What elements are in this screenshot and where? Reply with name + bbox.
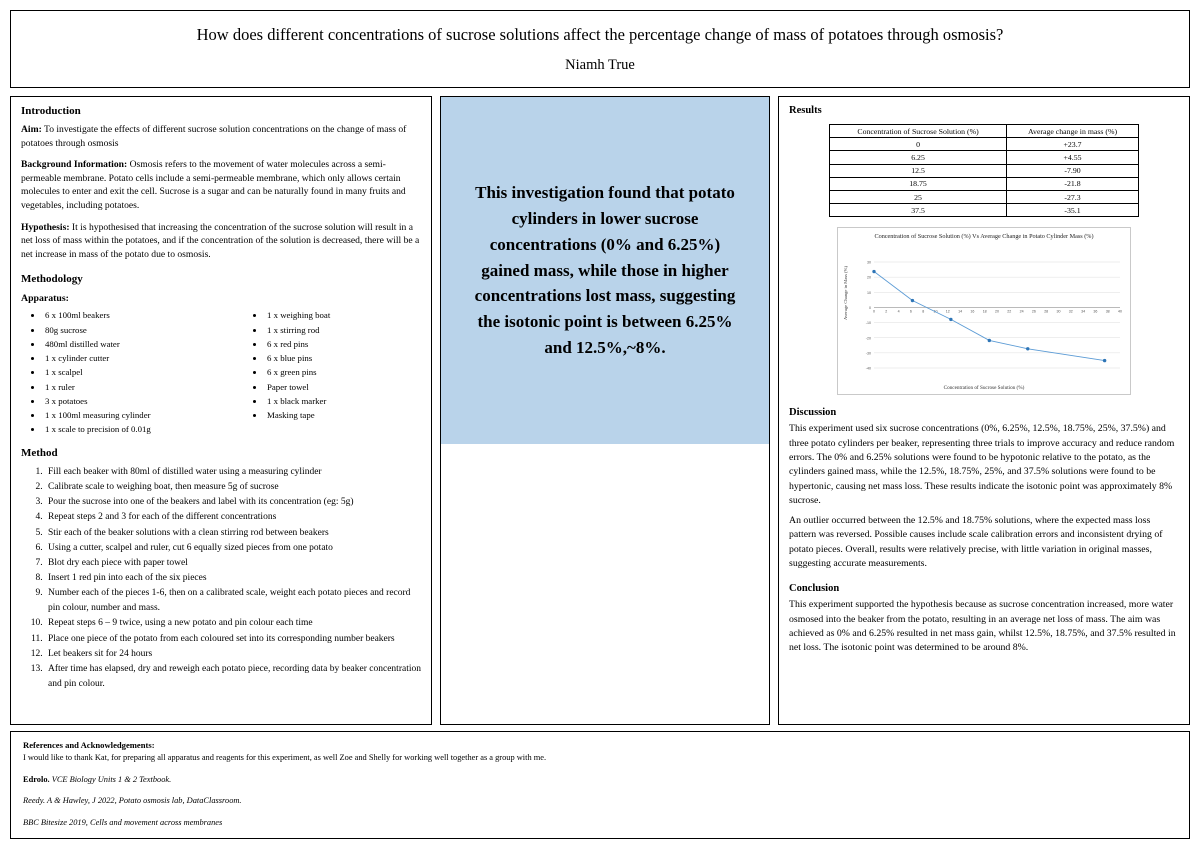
- methodology-heading: Methodology: [21, 273, 83, 286]
- svg-text:10: 10: [867, 291, 871, 296]
- list-item: 2. Calibrate scale to weighing boat, then measure 5g of sucrose: [45, 480, 421, 495]
- list-item: • 1 x cylinder cutter: [43, 351, 243, 365]
- references-heading: References and Acknowledgements:: [23, 740, 155, 750]
- author-name: Niamh True: [565, 56, 635, 73]
- method-steps-list: [21, 465, 421, 692]
- svg-text:14: 14: [958, 309, 963, 314]
- cell-mass-change: +4.55: [1007, 151, 1139, 164]
- cell-concentration: 25: [830, 190, 1007, 203]
- cell-concentration: 12.5: [830, 164, 1007, 177]
- method-heading: Method: [21, 446, 58, 459]
- title-panel: [10, 10, 1190, 88]
- svg-text:-30: -30: [865, 351, 871, 356]
- reference-item: [23, 795, 1177, 808]
- svg-text:38: 38: [1105, 309, 1110, 314]
- aim-text: To investigate the effects of different sucrose solution concentrations on the change of mass of potatoes through osmosis: [21, 124, 407, 149]
- list-item: 11. Place one piece of the potato from each coloured set into its corresponding number beakers: [45, 632, 421, 647]
- svg-text:18: 18: [982, 309, 987, 314]
- table-row: [830, 138, 1139, 151]
- svg-text:30: 30: [867, 260, 871, 265]
- svg-text:34: 34: [1081, 309, 1086, 314]
- results-chart: [837, 227, 1131, 395]
- table-header-row: [830, 125, 1139, 138]
- list-item: 7. Blot dry each piece with paper towel: [45, 556, 421, 571]
- cell-mass-change: -21.8: [1007, 177, 1139, 190]
- list-item: 8. Insert 1 red pin into each of the six pieces: [45, 571, 421, 586]
- cell-concentration: 6.25: [830, 151, 1007, 164]
- list-item: • 1 x 100ml measuring cylinder: [43, 408, 243, 422]
- svg-text:24: 24: [1019, 309, 1024, 314]
- svg-text:0: 0: [869, 306, 871, 311]
- svg-text:20: 20: [867, 276, 871, 281]
- svg-text:20: 20: [995, 309, 999, 314]
- key-finding-box: [441, 97, 769, 444]
- list-item: 9. Number each of the pieces 1-6, then on a calibrated scale, weight each potato pieces and record pin colour, number and mass.: [45, 586, 421, 615]
- reference-item: [23, 817, 1177, 830]
- svg-text:26: 26: [1031, 309, 1036, 314]
- list-item: 4. Repeat steps 2 and 3 for each of the different concentrations: [45, 510, 421, 525]
- conclusion-heading: Conclusion: [789, 583, 840, 595]
- background-text: Osmosis refers to the movement of water molecules across a semi-permeable membrane. Potato cells include a semi-permeable membrane, which only allows certain molecules to enter and exit the cell. Sucrose is a sugar and can be naturally found in many fruits and vegetables, including potatoes.: [21, 159, 406, 212]
- results-table: [829, 124, 1139, 217]
- list-item: • 1 x stirring rod: [265, 323, 330, 337]
- list-item: • 1 x scalpel: [43, 365, 243, 379]
- svg-text:28: 28: [1044, 309, 1049, 314]
- apparatus-column-2: [243, 308, 330, 436]
- key-finding-text: This investigation found that potato cylinders in lower sucrose concentrations (0% and 6.25%) gained mass, while those in higher concentrations lost mass, suggesting the isotonic point is between 6.25% and 12.5%,~8%.: [474, 183, 736, 358]
- list-item: • 80g sucrose: [43, 323, 243, 337]
- svg-text:22: 22: [1007, 309, 1012, 314]
- column-header-concentration: Concentration of Sucrose Solution (%): [830, 125, 1007, 138]
- svg-text:30: 30: [1056, 309, 1061, 314]
- conclusion-paragraph: This experiment supported the hypothesis because as sucrose concentration increased, more water osmosed into the beaker from the potato, resulting in an average net loss of mass. The aim was achieved as 0% and 6.25% resulted in net mass gain, whilst 12.5%, 18.75%, and 37.5% resulted in net loss. The isotonic point was determined to be around 8%.: [789, 599, 1176, 654]
- table-row: [830, 190, 1139, 203]
- list-item: 12. Let beakers sit for 24 hours: [45, 647, 421, 662]
- reference-title: BBC Bitesize 2019, Cells and movement across membranes: [23, 817, 223, 827]
- list-item: • 1 x weighing boat: [265, 308, 330, 322]
- list-item: • 480ml distilled water: [43, 337, 243, 351]
- column-header-mass-change: Average change in mass (%): [1007, 125, 1139, 138]
- list-item: 5. Stir each of the beaker solutions with a clean stirring rod between beakers: [45, 526, 421, 541]
- references-panel: [10, 731, 1190, 839]
- cell-mass-change: +23.7: [1007, 138, 1139, 151]
- svg-text:-20: -20: [865, 336, 871, 341]
- apparatus-column-1: [21, 308, 243, 436]
- list-item: • Paper towel: [265, 380, 330, 394]
- list-item: 3. Pour the sucrose into one of the beakers and label with its concentration (eg: 5g): [45, 495, 421, 510]
- reference-title: VCE Biology Units 1 & 2 Textbook.: [49, 774, 172, 784]
- table-row: [830, 151, 1139, 164]
- page-title: How does different concentrations of sucrose solutions affect the percentage change of mass of potatoes through osmosis?: [196, 25, 1004, 45]
- list-item: • Masking tape: [265, 408, 330, 422]
- hypothesis-paragraph: [21, 221, 421, 262]
- discussion-paragraph-1: This experiment used six sucrose concentrations (0%, 6.25%, 12.5%, 18.75%, 25%, 37.5%) and three potato cylinders per beaker, representing three trials to improve accuracy and reduce random errors. The 0% and 6.25% solutions were found to be hypotonic relative to the potato, as the cylinders gained mass, while the 12.5%, 18.75%, 25%, and 37.5% solutions were found to be hypertonic, causing net mass loss. These results indicate the isotonic point was approximately 8% sucrose.: [789, 423, 1175, 506]
- introduction-heading: Introduction: [21, 105, 81, 117]
- list-item: • 1 x scale to precision of 0.01g: [43, 422, 243, 436]
- svg-text:8: 8: [922, 309, 925, 314]
- svg-text:40: 40: [1118, 309, 1122, 314]
- chart-plot: [838, 228, 1130, 394]
- introduction-panel: [10, 96, 432, 725]
- discussion-paragraph-2: An outlier occurred between the 12.5% and 18.75% solutions, where the expected mass loss pattern was reversed. Possible causes include scale calibration errors and inconsistent drying of potato pieces. Overall, results were relatively precise, with little variation in original masses, suggesting accurate measurements.: [789, 515, 1163, 569]
- svg-text:-10: -10: [865, 321, 871, 326]
- background-label: Background Information:: [21, 159, 128, 171]
- list-item: 6. Using a cutter, scalpel and ruler, cut 6 equally sized pieces from one potato: [45, 541, 421, 556]
- hypothesis-text: It is hypothesised that increasing the concentration of the sucrose solution will result in a net loss of mass within the potatoes, and if the concentration of the solution is decreased, there will be a net increase in mass of the potato due to osmosis.: [21, 221, 420, 260]
- reference-title: Reedy. A & Hawley, J 2022, Potato osmosis lab, DataClassroom.: [23, 796, 242, 806]
- list-item: • 3 x potatoes: [43, 394, 243, 408]
- cell-mass-change: -27.3: [1007, 190, 1139, 203]
- svg-text:0: 0: [873, 309, 875, 314]
- list-item: • 1 x black marker: [265, 394, 330, 408]
- table-row: [830, 204, 1139, 217]
- poster: [10, 10, 1190, 839]
- svg-text:36: 36: [1093, 309, 1098, 314]
- chart-title: Concentration of Sucrose Solution (%) Vs Average Change in Potato Cylinder Mass (%): [874, 233, 1094, 241]
- list-item: • 1 x ruler: [43, 380, 243, 394]
- reference-author: Edrolo.: [23, 774, 50, 784]
- list-item: • 6 x blue pins: [265, 351, 330, 365]
- svg-text:6: 6: [909, 309, 912, 314]
- cell-concentration: 0: [830, 138, 1007, 151]
- highlight-panel: [440, 96, 770, 725]
- list-item: 13. After time has elapsed, dry and reweigh each potato piece, recording data by beaker concentration and pin colour.: [45, 662, 421, 691]
- aim-label: Aim:: [21, 124, 42, 135]
- cell-mass-change: -7.90: [1007, 164, 1139, 177]
- reference-item: [23, 774, 1177, 787]
- cell-mass-change: -35.1: [1007, 204, 1139, 217]
- acknowledgement-text: I would like to thank Kat, for preparing all apparatus and reagents for this experiment, as well Zoe and Shelly for working well together as a group with me.: [23, 753, 547, 762]
- svg-text:2: 2: [885, 309, 888, 314]
- svg-text:10: 10: [933, 309, 938, 314]
- discussion-heading: Discussion: [789, 407, 837, 419]
- aim-paragraph: [21, 123, 421, 150]
- list-item: 1. Fill each beaker with 80ml of distilled water using a measuring cylinder: [45, 465, 421, 480]
- hypothesis-label: Hypothesis:: [21, 221, 70, 233]
- results-heading: Results: [789, 105, 822, 116]
- list-item: 10. Repeat steps 6 – 9 twice, using a new potato and pin colour each time: [45, 616, 421, 631]
- list-item: • 6 x green pins: [265, 365, 330, 379]
- cell-concentration: 37.5: [830, 204, 1007, 217]
- chart-x-axis-label: Concentration of Sucrose Solution (%): [943, 385, 1025, 392]
- svg-text:-40: -40: [865, 366, 871, 371]
- list-item: • 6 x 100ml beakers: [43, 308, 243, 322]
- svg-text:12: 12: [945, 309, 950, 314]
- svg-text:16: 16: [970, 309, 975, 314]
- chart-y-axis-label: Average Change in Mass (%): [843, 266, 848, 321]
- cell-concentration: 18.75: [830, 177, 1007, 190]
- table-row: [830, 177, 1139, 190]
- background-paragraph: [21, 158, 421, 212]
- list-item: • 6 x red pins: [265, 337, 330, 351]
- results-panel: [778, 96, 1190, 725]
- svg-text:32: 32: [1068, 309, 1073, 314]
- svg-text:4: 4: [897, 309, 900, 314]
- apparatus-lists: [21, 308, 421, 436]
- table-row: [830, 164, 1139, 177]
- apparatus-heading: Apparatus:: [21, 293, 69, 305]
